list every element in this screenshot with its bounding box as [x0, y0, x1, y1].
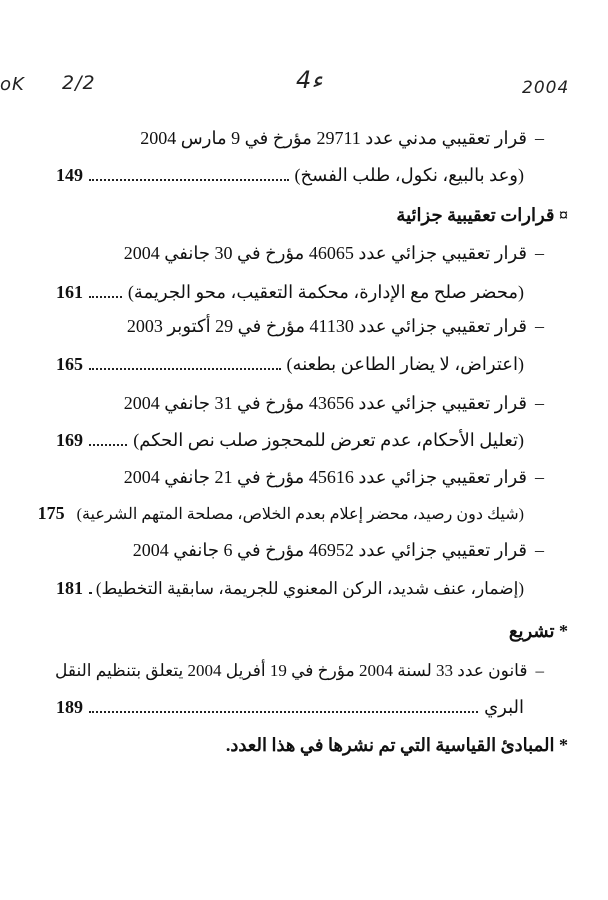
- civil-decision-title: [140, 128, 544, 149]
- penal-decision-2: [127, 316, 544, 337]
- penal-decision-text: قرار تعقيبي جزائي عدد 41130 مؤرخ في 29 أكتوبر 2003: [126, 316, 527, 336]
- toc-subjects: (إضمار، عنف شديد، الركن المعنوي للجريمة، سابقية التخطيط): [95, 579, 524, 598]
- penal-decision-1: [124, 243, 544, 264]
- penal-decision-text: قرار تعقيبي جزائي عدد 46952 مؤرخ في 6 جانفي 2004: [132, 540, 527, 560]
- handwritten-note-fraction: 2/2: [62, 72, 96, 94]
- toc-row-penal-5: [56, 578, 524, 599]
- dot-leader: [89, 592, 90, 594]
- toc-subjects: (وعد بالبيع، نكول، طلب الفسخ): [294, 165, 524, 185]
- toc-page-number: 189: [56, 697, 83, 717]
- penal-decision-5: [133, 540, 544, 561]
- toc-subjects: البري: [484, 697, 524, 717]
- section-heading-penal: ¤ قرارات تعقيبية جزائية: [396, 205, 568, 225]
- dash-bullet: –: [535, 128, 544, 148]
- toc-subjects: (اعتراض، لا يضار الطاعن بطعنه): [286, 354, 524, 374]
- dash-bullet: –: [535, 540, 544, 560]
- legislation-text: قانون عدد 33 لسنة 2004 مؤرخ في 19 أفريل 2004 يتعلق بتنظيم النقل: [54, 661, 528, 680]
- dash-bullet: –: [535, 661, 544, 680]
- dot-leader: [89, 296, 122, 298]
- toc-row-penal-2: [56, 354, 524, 375]
- toc-row-legislation: [56, 697, 524, 718]
- civil-decision-text: قرار تعقيبي مدني عدد 29711 مؤرخ في 9 مارس 2004: [140, 128, 527, 148]
- toc-row-penal-1: [56, 282, 524, 303]
- toc-subjects: (محضر صلح مع الإدارة، محكمة التعقيب، محو الجريمة): [127, 282, 524, 302]
- dot-leader: [89, 368, 281, 370]
- dash-bullet: –: [535, 243, 544, 263]
- closing-note: * المبادئ القياسية التي تم نشرها في هذا العدد.: [225, 735, 568, 755]
- section-heading-legislation: * تشريع: [508, 621, 568, 641]
- dot-leader: [89, 711, 478, 713]
- handwritten-year: 2004: [522, 78, 570, 98]
- toc-row-penal-3: [56, 430, 524, 451]
- toc-page-number: 149: [56, 165, 83, 185]
- penal-decision-3: [124, 393, 544, 414]
- toc-page-number: 165: [56, 354, 83, 374]
- legislation-entry: [55, 661, 544, 681]
- toc-page-number: 169: [56, 430, 83, 450]
- toc-page-number: 181: [56, 578, 83, 598]
- penal-decision-text: قرار تعقيبي جزائي عدد 45616 مؤرخ في 21 جانفي 2004: [123, 467, 527, 487]
- toc-subjects: (شيك دون رصيد، محضر إعلام بعدم الخلاص، مصلحة المتهم الشرعية): [76, 506, 524, 523]
- dot-leader: [89, 179, 289, 181]
- toc-page-number: 161: [56, 282, 83, 302]
- penal-decision-4: [124, 467, 544, 488]
- toc-page-number: 175: [37, 503, 65, 523]
- dot-leader: [89, 444, 127, 446]
- handwritten-note-left: oK: [0, 74, 25, 95]
- penal-decision-text: قرار تعقيبي جزائي عدد 43656 مؤرخ في 31 جانفي 2004: [123, 393, 527, 413]
- handwritten-page-number: 4ء: [296, 66, 323, 94]
- dash-bullet: –: [535, 393, 544, 413]
- penal-decision-text: قرار تعقيبي جزائي عدد 46065 مؤرخ في 30 جانفي 2004: [123, 243, 527, 263]
- dash-bullet: –: [535, 467, 544, 487]
- toc-subjects: (تعليل الأحكام، عدم تعرض للمحجوز صلب نص الحكم): [133, 430, 524, 450]
- toc-row-penal-4: [37, 503, 524, 524]
- dash-bullet: –: [535, 316, 544, 336]
- toc-row-civil: [56, 165, 524, 186]
